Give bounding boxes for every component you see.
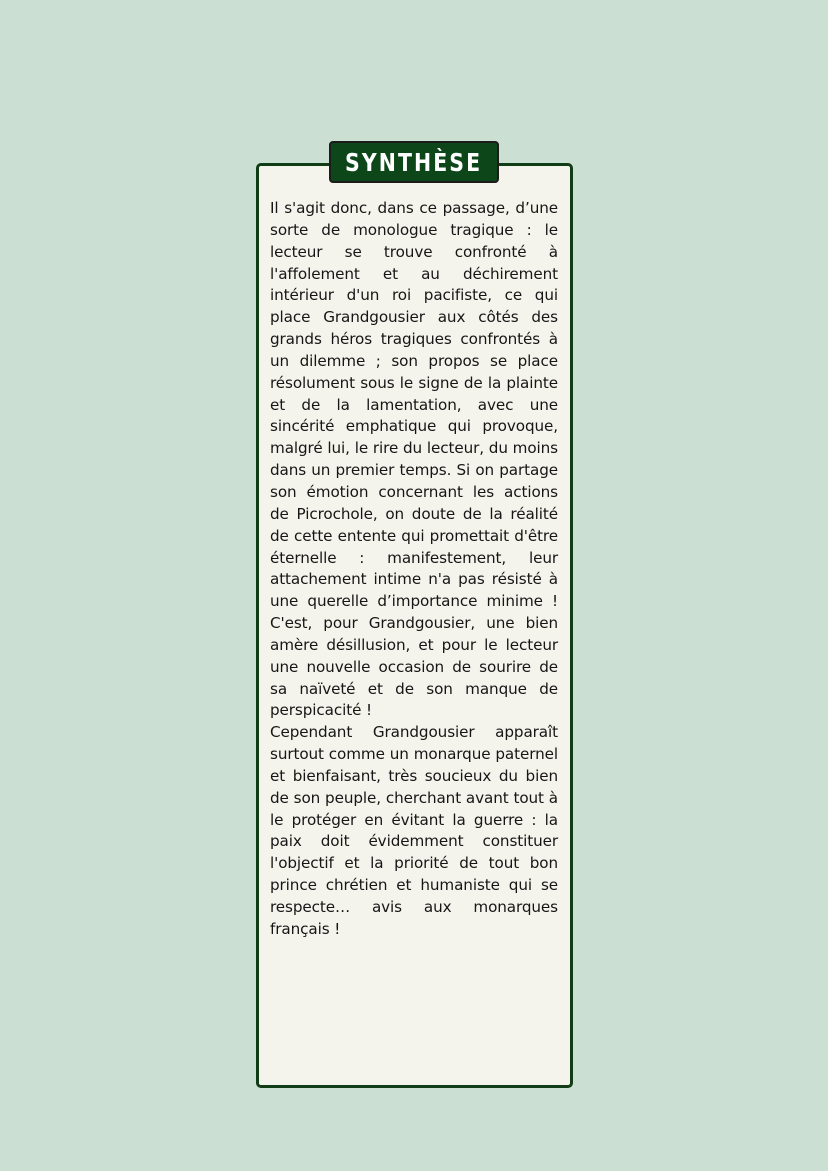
paragraph-1: Il s'agit donc, dans ce passage, d’une sorte de monologue tragique : le lecteur se trouve confronté à l'affolement et au déchirement intérieur d'un roi pacifiste, ce qui place Grandgousier aux côtés des grands héros tragiques confrontés à un dilemme ; son propos se place résolument sous le signe de la plainte et de la lamentation, avec une sincérité emphatique qui provoque, malgré lui, le rire du lecteur, du moins dans un premier temps. Si on partage son émotion concernant les actions de Picrochole, on doute de la réalité de cette entente qui promettait d'être éternelle : manifestement, leur attachement intime n'a pas résisté à une querelle d’importance minime ! C'est, pour Grandgousier, une bien amère désillusion, et pour le lecteur une nouvelle occasion de sourire de sa naïveté et de son manque de perspicacité ! [270, 199, 558, 720]
synthesis-title-tab [329, 141, 499, 183]
synthesis-title: SYNTHÈSE [345, 147, 483, 177]
synthesis-text [270, 198, 558, 941]
paragraph-2: Cependant Grandgousier apparaît surtout comme un monarque paternel et bienfaisant, très soucieux du bien de son peuple, cherchant avant tout à le protéger en évitant la guerre : la paix doit évidemment constituer l'objectif et la priorité de tout bon prince chrétien et humaniste qui se respecte… avis aux monarques français ! [270, 723, 558, 938]
